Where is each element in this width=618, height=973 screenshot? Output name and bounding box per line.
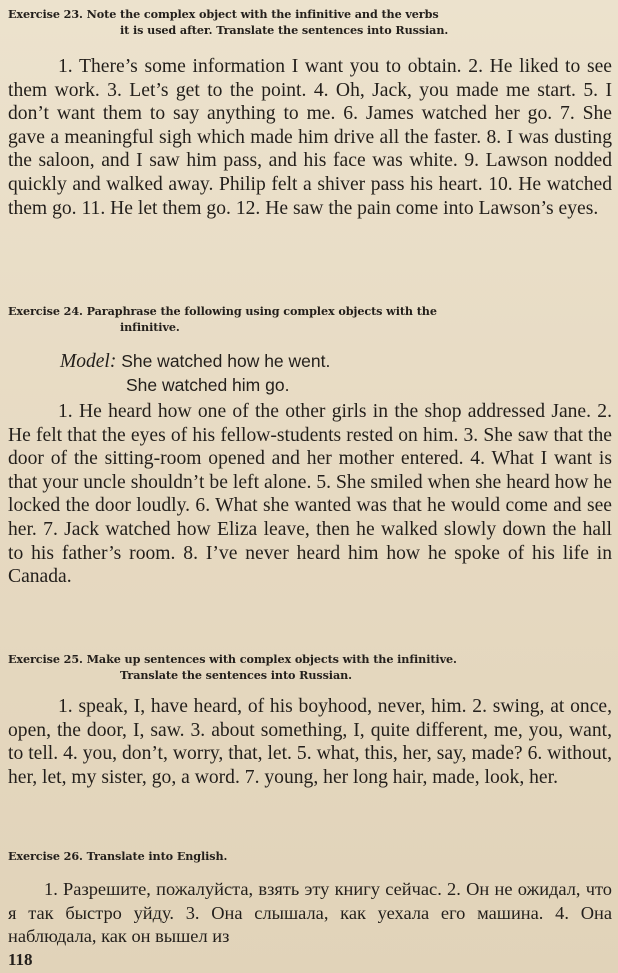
exercise-23-text	[8, 55, 612, 220]
exercise-26-heading-line1: Exercise 26. Translate into English.	[8, 849, 228, 863]
exercise-25-text	[8, 695, 612, 789]
exercise-24-heading	[8, 303, 610, 335]
exercise-24-paragraph: 1. He heard how one of the other girls in the shop addressed Jane. 2. He felt that the eyes of his fellow-students rested on him. 3. She saw that the door of the sitting-room opened and her mother entered. 4. What I want is that your uncle shouldn’t be left alone. 5. She smiled when she heard how he locked the door loudly. 6. What she wanted was that he would come and see her. 7. Jack watched how Eliza leave, then he walked slowly down the hall to his father’s room. 8. I’ve never heard him how he spoke of his life in Canada.	[8, 401, 612, 588]
model-line-2: She watched him go.	[126, 375, 290, 395]
model-example-line-2	[126, 374, 289, 397]
exercise-26-text	[8, 878, 612, 949]
exercise-26-heading	[8, 848, 610, 864]
model-example	[60, 350, 330, 373]
exercise-23-heading	[8, 6, 610, 38]
exercise-25-heading-line1: Exercise 25. Make up sentences with complex objects with the infinitive.	[8, 652, 457, 666]
model-label: Model:	[60, 351, 117, 372]
page-number: 118	[8, 950, 33, 969]
exercise-23-heading-line2: it is used after. Translate the sentences into Russian.	[120, 23, 449, 37]
exercise-25-paragraph: 1. speak, I, have heard, of his boyhood, never, him. 2. swing, at once, open, the door, I, saw. 3. about something, I, quite different, me, you, want, to tell. 4. you, don’t, worry, that, let. 5. what, this, her, say, made? 6. without, her, let, my sister, go, a word. 7. young, her long hair, made, look, her.	[8, 696, 612, 788]
exercise-25-heading-line2: Translate the sentences into Russian.	[120, 668, 352, 682]
exercise-23-heading-line1: Exercise 23. Note the complex object with the infinitive and the verbs	[8, 7, 439, 21]
exercise-24-heading-line2: infinitive.	[120, 320, 180, 334]
exercise-25-heading	[8, 651, 610, 683]
exercise-24-text	[8, 400, 612, 589]
model-line-1: She watched how he went.	[121, 351, 331, 371]
exercise-24-heading-line1: Exercise 24. Paraphrase the following using complex objects with the	[8, 304, 437, 318]
exercise-23-paragraph: 1. There’s some information I want you to obtain. 2. He liked to see them work. 3. Let’s get to the point. 4. Oh, Jack, you made me start. 5. I don’t want them to say anything to me. 6. James watched her go. 7. She gave a meaningful sigh which made him drive all the faster. 8. I was dusting the saloon, and I saw him pass, and his face was white. 9. Lawson nodded quickly and walked away. Philip felt a shiver pass his heart. 10. He watched them go. 11. He let them go. 12. He saw the pain come into Lawson’s eyes.	[8, 56, 612, 219]
exercise-26-paragraph: 1. Разрешите, пожалуйста, взять эту книгу сейчас. 2. Он не ожидал, что я так быстро уйду. 3. Она слышала, как уехала его машина. 4. Она наблюдала, как он вышел из	[8, 879, 612, 947]
